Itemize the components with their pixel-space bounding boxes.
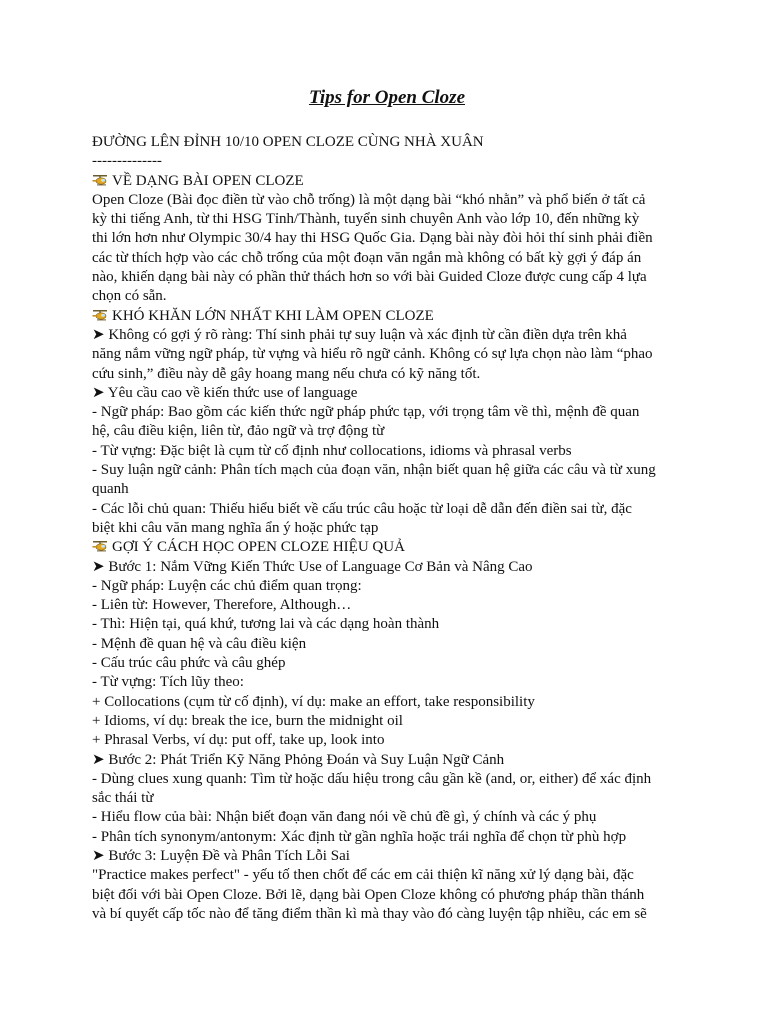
line-text: ➤ Bước 2: Phát Triển Kỹ Năng Phỏng Đoán và Suy Luận Ngữ Cảnh bbox=[92, 751, 505, 768]
helicopter-icon bbox=[92, 173, 108, 185]
text-line bbox=[92, 403, 682, 422]
text-line bbox=[92, 693, 682, 712]
text-line bbox=[92, 731, 682, 750]
text-line bbox=[92, 287, 682, 306]
section-heading bbox=[92, 172, 682, 191]
line-text: - Mệnh đề quan hệ và câu điều kiện bbox=[92, 635, 307, 652]
line-text: sắc thái từ bbox=[92, 790, 154, 807]
line-text: ĐƯỜNG LÊN ĐỈNH 10/10 OPEN CLOZE CÙNG NHÀ XUÂN bbox=[92, 134, 484, 150]
line-text: - Suy luận ngữ cảnh: Phân tích mạch của đoạn văn, nhận biết quan hệ giữa các câu và từ xung bbox=[92, 462, 656, 479]
line-text: - Hiểu flow của bài: Nhận biết đoạn văn đang nói về chủ đề gì, ý chính và các ý phụ bbox=[92, 809, 597, 826]
line-text: và bí quyết cấp tốc nào để tăng điểm thần kì mà thay vào đó càng luyện tập nhiều, các em sẽ bbox=[92, 905, 647, 922]
line-text: + Collocations (cụm từ cố định), ví dụ: make an effort, take responsibility bbox=[92, 693, 535, 710]
line-text: GỢI Ý CÁCH HỌC OPEN CLOZE HIỆU QUẢ bbox=[112, 539, 405, 556]
text-line bbox=[92, 461, 682, 480]
text-line bbox=[92, 635, 682, 654]
line-text: + Phrasal Verbs, ví dụ: put off, take up, look into bbox=[92, 732, 385, 749]
line-text: "Practice makes perfect" - yếu tố then chốt để các em cải thiện kĩ năng xử lý dạng bài, đặc bbox=[92, 867, 634, 884]
document-title: Tips for Open Cloze bbox=[308, 87, 466, 108]
line-text: nào, khiến dạng bài này có phần thử thách hơn so với bài Guided Cloze được cung cấp 4 lựa bbox=[92, 269, 647, 286]
line-text: - Phân tích synonym/antonym: Xác định từ gần nghĩa hoặc trái nghĩa để chọn từ phù hợp bbox=[92, 828, 627, 845]
line-text: chọn có sẵn. bbox=[92, 288, 167, 305]
section-heading bbox=[92, 538, 682, 557]
text-line bbox=[92, 210, 682, 229]
text-line bbox=[92, 751, 682, 770]
line-text: + Idioms, ví dụ: break the ice, burn the midnight oil bbox=[92, 712, 403, 729]
text-line bbox=[92, 615, 682, 634]
line-text: - Ngữ pháp: Luyện các chủ điểm quan trọng: bbox=[92, 577, 362, 594]
text-line bbox=[92, 847, 682, 866]
text-line bbox=[92, 789, 682, 808]
line-text: ➤ Bước 3: Luyện Đề và Phân Tích Lỗi Sai bbox=[92, 847, 350, 864]
line-text: - Từ vựng: Đặc biệt là cụm từ cố định như collocations, idioms và phrasal verbs bbox=[92, 442, 572, 459]
text-line bbox=[92, 673, 682, 692]
line-text: biệt khi câu văn mang nghĩa ẩn ý hoặc phức tạp bbox=[92, 519, 379, 536]
text-line bbox=[92, 133, 682, 152]
line-text: biệt đối với bài Open Cloze. Bởi lẽ, dạng bài Open Cloze không có phương pháp thần thánh bbox=[92, 886, 645, 903]
text-line bbox=[92, 558, 682, 577]
text-line bbox=[92, 345, 682, 364]
text-line bbox=[92, 422, 682, 441]
text-line bbox=[92, 365, 682, 384]
line-text: - Dùng clues xung quanh: Tìm từ hoặc dấu hiệu trong câu gần kề (and, or, either) để xác định bbox=[92, 770, 652, 787]
helicopter-icon bbox=[92, 308, 108, 320]
line-text: hệ, câu điều kiện, liên từ, đảo ngữ và trợ động từ bbox=[92, 423, 385, 440]
text-line bbox=[92, 808, 682, 827]
line-text: - Liên từ: However, Therefore, Although… bbox=[92, 597, 352, 614]
text-line bbox=[92, 229, 682, 248]
text-line bbox=[92, 770, 682, 789]
line-text: -------------- bbox=[92, 153, 162, 170]
helicopter-icon bbox=[92, 539, 108, 551]
line-text: ➤ Không có gợi ý rõ ràng: Thí sinh phải tự suy luận và xác định từ cần điền dựa trên khả bbox=[92, 326, 627, 343]
line-text: - Từ vựng: Tích lũy theo: bbox=[92, 674, 244, 691]
text-line bbox=[92, 886, 682, 905]
text-line bbox=[92, 249, 682, 268]
text-line bbox=[92, 712, 682, 731]
line-text: ➤ Bước 1: Nắm Vững Kiến Thức Use of Language Cơ Bản và Nâng Cao bbox=[92, 558, 533, 575]
line-text: VỀ DẠNG BÀI OPEN CLOZE bbox=[112, 172, 304, 189]
text-line bbox=[92, 905, 682, 924]
line-text: - Thì: Hiện tại, quá khứ, tương lai và các dạng hoàn thành bbox=[92, 616, 440, 633]
line-text: cứu sinh,” điều này dễ gây hoang mang nếu chưa có kỹ năng tốt. bbox=[92, 365, 481, 382]
text-line bbox=[92, 191, 682, 210]
text-line bbox=[92, 326, 682, 345]
line-text: thi lớn hơn như Olympic 30/4 hay thi HSG Quốc Gia. Dạng bài này đòi hỏi thí sinh phải điền bbox=[92, 230, 653, 247]
text-line bbox=[92, 654, 682, 673]
line-text: - Các lỗi chủ quan: Thiếu hiểu biết về cấu trúc câu hoặc từ loại dễ dẫn đến điền sai từ, đặc bbox=[92, 500, 632, 517]
line-text: ➤ Yêu cầu cao về kiến thức use of language bbox=[92, 384, 358, 401]
text-line bbox=[92, 268, 682, 287]
text-line bbox=[92, 828, 682, 847]
line-text: kỳ thi tiếng Anh, từ thi HSG Tỉnh/Thành, tuyển sinh chuyên Anh vào lớp 10, đến những kỳ bbox=[92, 211, 640, 228]
document-body bbox=[92, 133, 682, 924]
line-text: Open Cloze (Bài đọc điền từ vào chỗ trống) là một dạng bài “khó nhằn” và phổ biến ở tất cả bbox=[92, 191, 646, 208]
line-text: các từ thích hợp vào các chỗ trống của một đoạn văn ngắn mà không có bất kỳ gợi ý đáp án bbox=[92, 249, 642, 266]
line-text: năng nắm vững ngữ pháp, từ vựng và hiểu rõ ngữ cảnh. Không có sự lựa chọn nào làm “phao bbox=[92, 346, 653, 363]
text-line bbox=[92, 577, 682, 596]
text-line bbox=[92, 152, 682, 171]
line-text: - Ngữ pháp: Bao gồm các kiến thức ngữ pháp phức tạp, với trọng tâm về thì, mệnh đề quan bbox=[92, 404, 640, 421]
text-line bbox=[92, 500, 682, 519]
line-text: quanh bbox=[92, 481, 129, 498]
text-line bbox=[92, 384, 682, 403]
text-line bbox=[92, 519, 682, 538]
text-line bbox=[92, 480, 682, 499]
line-text: - Cấu trúc câu phức và câu ghép bbox=[92, 655, 286, 672]
line-text: KHÓ KHĂN LỚN NHẤT KHI LÀM OPEN CLOZE bbox=[112, 307, 434, 324]
text-line bbox=[92, 442, 682, 461]
text-line bbox=[92, 596, 682, 615]
section-heading bbox=[92, 307, 682, 326]
text-line bbox=[92, 866, 682, 885]
